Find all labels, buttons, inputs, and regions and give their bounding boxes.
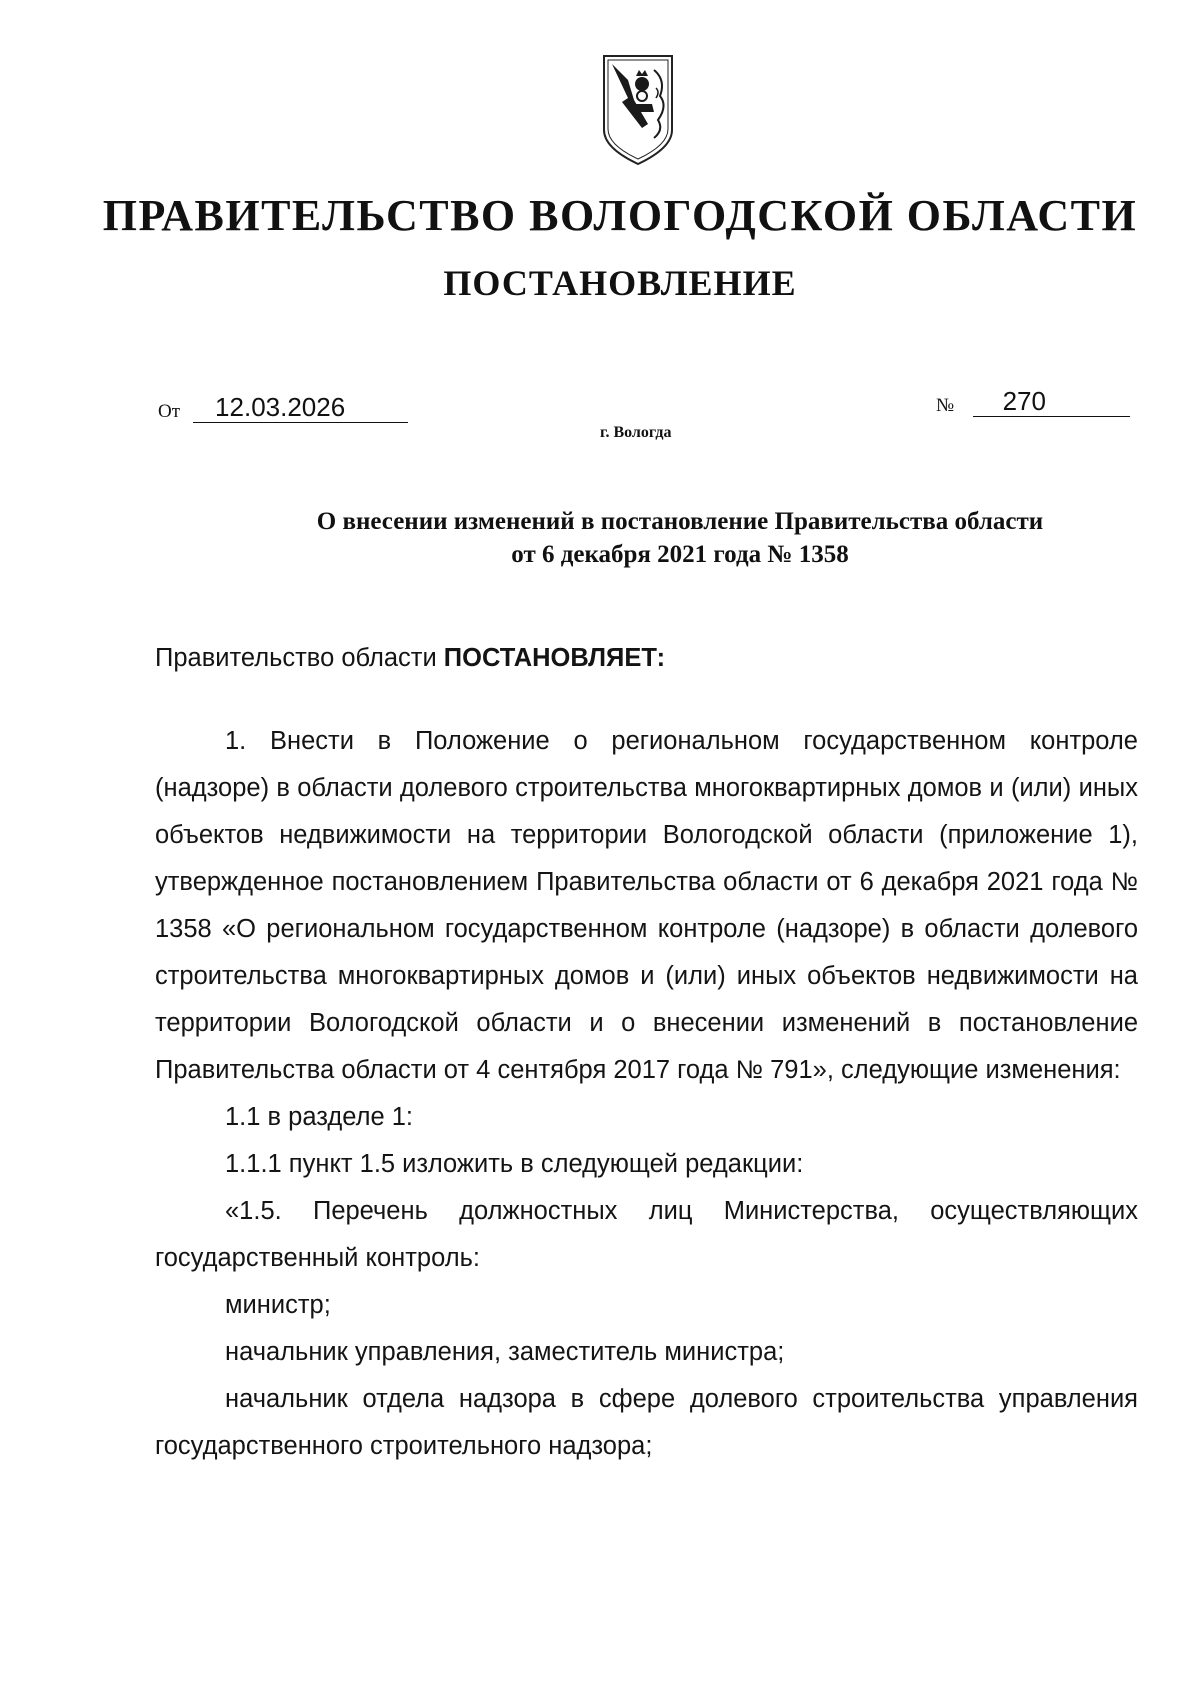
- list-item-minister: министр;: [225, 1291, 331, 1319]
- preamble: [155, 635, 1138, 682]
- number-value: 270: [973, 386, 1130, 417]
- number-label: №: [936, 395, 955, 416]
- city: г. Вологда: [600, 424, 672, 441]
- preamble-text: Правительство области: [155, 644, 444, 672]
- vologda-coat-of-arms-icon: [598, 50, 678, 170]
- document-date: [158, 392, 408, 423]
- paragraph-1: 1. Внести в Положение о региональном государственном контроле (надзоре) в области долевого строительства многоквартирных домов и (или) иных объектов недвижимости на территории Вологодской области (приложение 1), утвержденное постановлением Правительства области от 6 декабря 2021 года № 1358 «О региональном государственном контроле (надзоре) в области долевого строительства многоквартирных домов и (или) иных объектов недвижимости на территории Вологодской области и о внесении изменений в постановление Правительства области от 4 сентября 2017 года № 791», следующие изменения:: [155, 727, 1138, 1084]
- document-subject: [230, 505, 1130, 571]
- item-1-1: 1.1 в разделе 1:: [225, 1103, 414, 1131]
- date-label: От: [158, 401, 181, 422]
- document-type: ПОСТАНОВЛЕНИЕ: [443, 263, 797, 303]
- list-item-head-of-department: начальник управления, заместитель министра;: [225, 1338, 785, 1366]
- date-value: 12.03.2026: [193, 392, 408, 423]
- document-body: [155, 635, 1138, 1470]
- preamble-decree: ПОСТАНОВЛЯЕТ:: [443, 644, 666, 672]
- subject-line-2: от 6 декабря 2021 года № 1358: [511, 541, 849, 568]
- item-1-1-1: 1.1.1 пункт 1.5 изложить в следующей редакции:: [225, 1150, 804, 1178]
- item-1-5: «1.5. Перечень должностных лиц Министерства, осуществляющих государственный контроль:: [155, 1197, 1138, 1272]
- organization-title: ПРАВИТЕЛЬСТВО ВОЛОГОДСКОЙ ОБЛАСТИ: [102, 191, 1138, 240]
- document-number: [936, 386, 1130, 417]
- subject-line-1: О внесении изменений в постановление Правительства области: [316, 508, 1044, 535]
- list-item-head-of-division: начальник отдела надзора в сфере долевого строительства управления государственного строительного надзора;: [155, 1385, 1138, 1460]
